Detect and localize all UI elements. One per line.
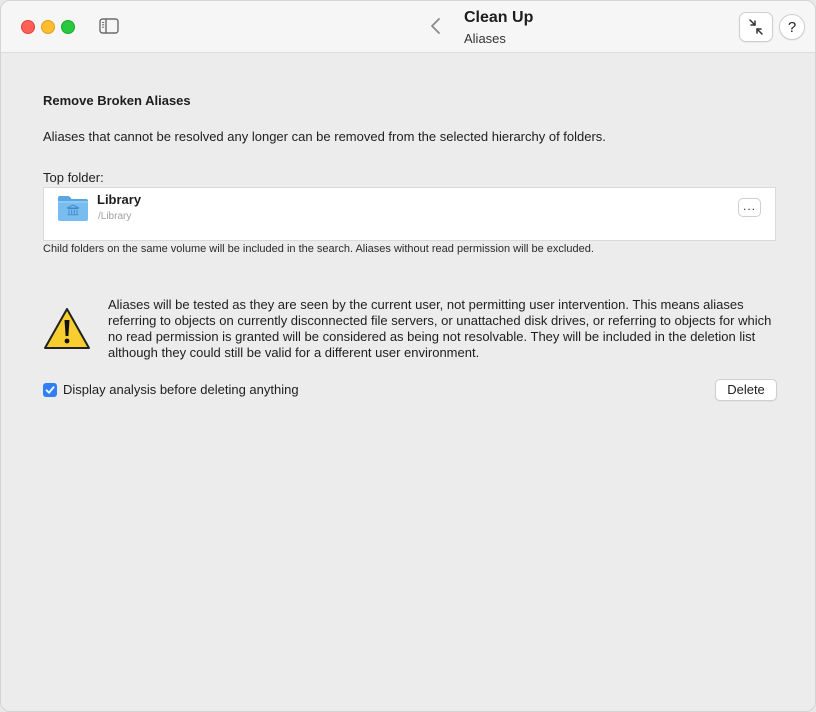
titlebar (1, 1, 815, 53)
minimize-button[interactable] (41, 20, 55, 34)
choose-folder-button[interactable]: ... (738, 198, 761, 217)
display-analysis-label: Display analysis before deleting anything (63, 382, 299, 397)
window-subtitle: Aliases (464, 31, 506, 46)
chevron-left-icon[interactable] (427, 16, 445, 36)
warning-triangle-icon (43, 307, 91, 351)
zoom-button[interactable] (61, 20, 75, 34)
delete-button[interactable]: Delete (715, 379, 777, 401)
top-folder-label: Top folder: (43, 170, 104, 185)
library-folder-icon (57, 194, 89, 222)
help-button[interactable]: ? (779, 14, 805, 40)
close-button[interactable] (21, 20, 35, 34)
display-analysis-checkbox[interactable] (43, 383, 57, 397)
sidebar-icon[interactable] (99, 18, 119, 34)
window-title: Clean Up (464, 9, 534, 26)
checkmark-icon (44, 384, 56, 396)
warning-text: Aliases will be tested as they are seen by the current user, not permitting user intervention. This means aliases referring to objects on currently disconnected file servers, or unattached disk drives, or referring to objects for which no read permission is granted will be considered as being not resolvable. They will be included in the deletion list although they could still be valid for a different user environment. (108, 297, 772, 360)
display-analysis-option[interactable] (43, 382, 299, 397)
collapse-arrows-icon (739, 12, 773, 42)
section-description: Aliases that cannot be resolved any longer can be removed from the selected hierarchy of folders. (43, 129, 606, 144)
folder-name: Library (97, 192, 142, 207)
search-hint: Child folders on the same volume will be included in the search. Aliases without read permission will be excluded. (43, 243, 594, 255)
collapse-button[interactable] (739, 12, 773, 42)
folder-path: /Library (98, 211, 132, 222)
section-heading: Remove Broken Aliases (43, 93, 191, 108)
top-folder-field[interactable] (43, 187, 776, 241)
